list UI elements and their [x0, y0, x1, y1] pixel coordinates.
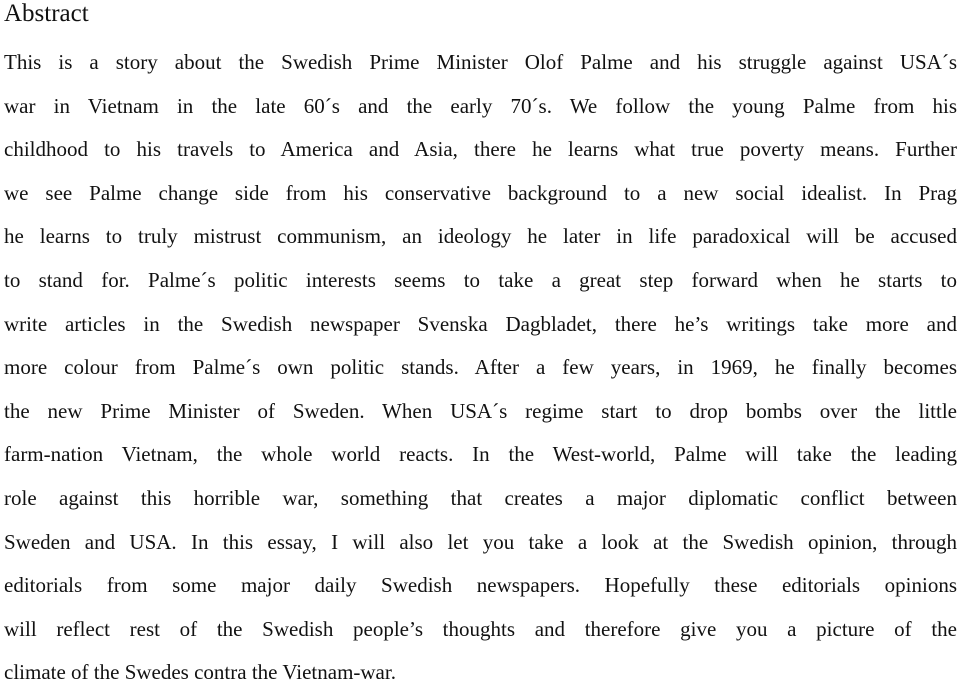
paragraph-line: This is a story about the Swedish Prime Minister Olof Palme and his struggle against USA´s	[4, 50, 957, 74]
paragraph-line: the new Prime Minister of Sweden. When USA´s regime start to drop bombs over the little	[4, 398, 957, 423]
paragraph-line: more colour from Palme´s own politic stands. After a few years, in 1969, he finally becomes	[4, 355, 957, 380]
paragraph-line: to stand for. Palme´s politic interests seems to take a great step forward when he starts to	[4, 267, 957, 292]
paragraph-line: farm-nation Vietnam, the whole world reacts. In the West-world, Palme will take the leading	[4, 442, 957, 467]
paragraph-line: climate of the Swedes contra the Vietnam-war.	[4, 660, 396, 685]
abstract-heading: Abstract	[4, 0, 89, 27]
paragraph-line: childhood to his travels to America and Asia, there he learns what true poverty means. Further	[4, 137, 957, 162]
paragraph-line: Sweden and USA. In this essay, I will also let you take a look at the Swedish opinion, through	[4, 529, 957, 554]
paragraph-line: editorials from some major daily Swedish newspapers. Hopefully these editorials opinions	[4, 573, 957, 598]
paragraph-line: he learns to truly mistrust communism, an ideology he later in life paradoxical will be accused	[4, 224, 957, 249]
paragraph-line: war in Vietnam in the late 60´s and the early 70´s. We follow the young Palme from his	[4, 93, 957, 118]
paragraph-line: role against this horrible war, something that creates a major diplomatic conflict between	[4, 485, 957, 510]
abstract-paragraph	[4, 41, 957, 695]
paragraph-line: write articles in the Swedish newspaper Svenska Dagbladet, there he’s writings take more and	[4, 311, 957, 336]
paragraph-line: we see Palme change side from his conservative background to a new social idealist. In Prag	[4, 180, 957, 205]
paragraph-line: will reflect rest of the Swedish people’s thoughts and therefore give you a picture of the	[4, 616, 957, 641]
